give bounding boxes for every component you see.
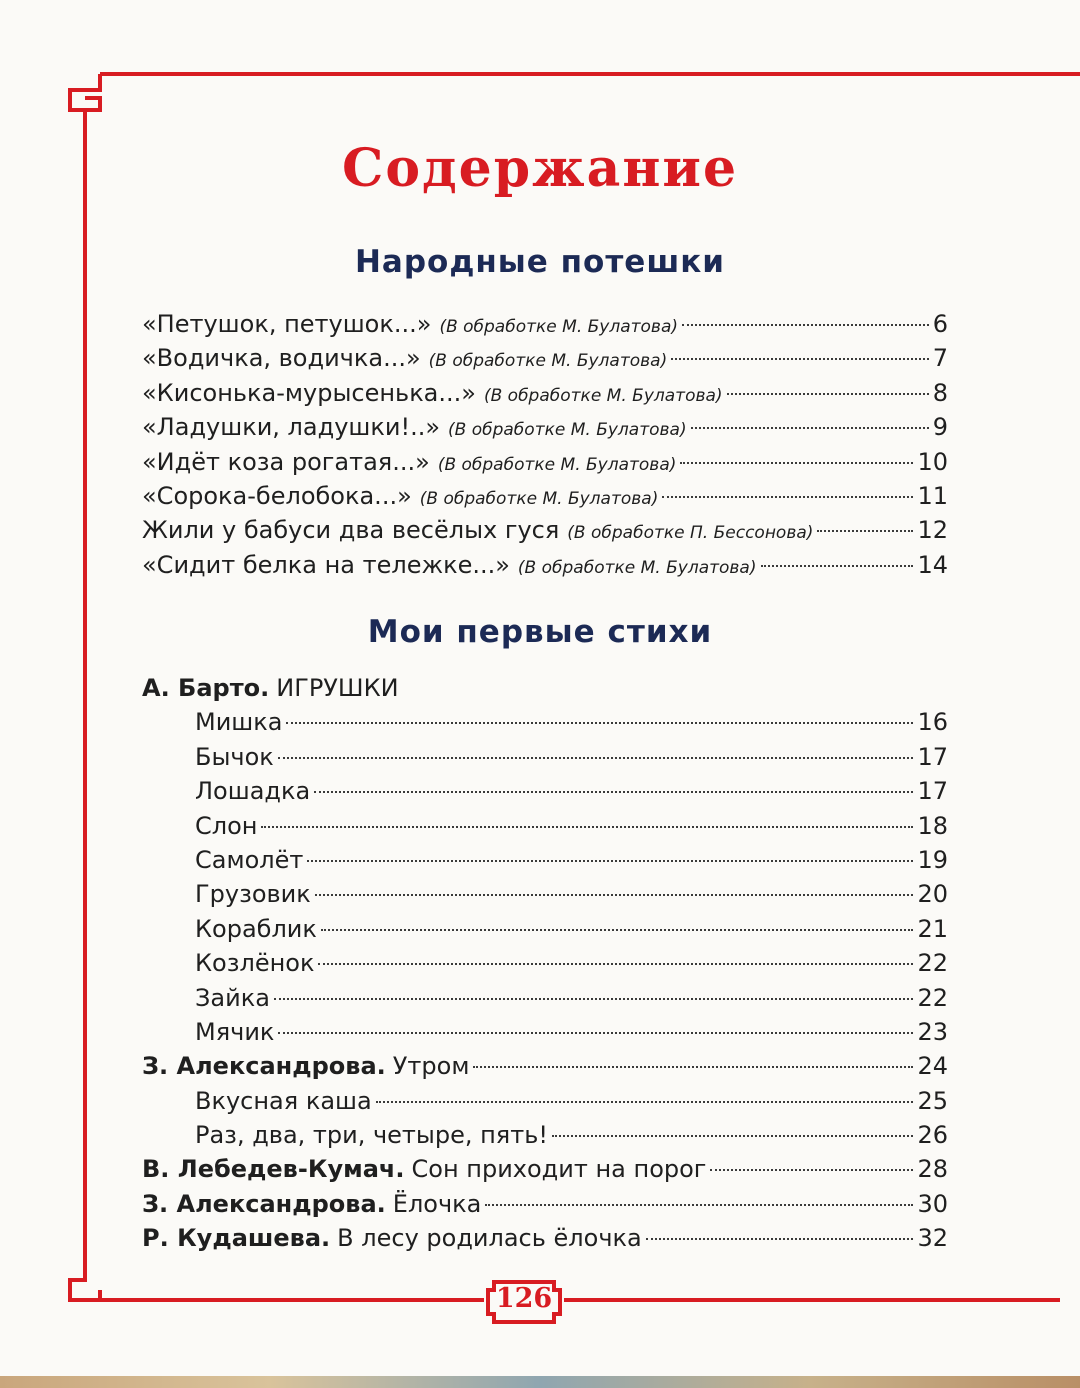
entry-note: (В обработке М. Булатова)	[439, 317, 679, 337]
entry-title: «Идёт коза рогатая...»	[142, 447, 430, 476]
toc-entry	[142, 1118, 948, 1152]
entry-page-number: 14	[917, 550, 948, 579]
entry-page-number: 7	[932, 344, 948, 373]
entry-title: Грузовик	[195, 880, 311, 909]
toc-entry	[142, 548, 948, 582]
dot-leader	[646, 1238, 914, 1240]
dot-leader	[278, 757, 914, 759]
entry-title: Мишка	[195, 708, 283, 737]
entry-page-number: 21	[917, 914, 948, 943]
author-name: Р. Кудашева.	[142, 1224, 331, 1253]
entry-note: (В обработке М. Булатова)	[517, 557, 757, 578]
entry-page-number: 25	[917, 1086, 948, 1115]
toc-entry	[142, 1049, 948, 1083]
entry-page-number: 16	[917, 708, 948, 737]
toc-entry	[142, 410, 948, 444]
entry-page-number: 30	[917, 1189, 948, 1218]
bottom-color-strip	[0, 1376, 1080, 1388]
entry-page-number: 17	[917, 742, 948, 771]
toc-entry	[142, 479, 948, 513]
dot-leader	[710, 1169, 913, 1171]
page-number: 126	[495, 1283, 553, 1314]
entry-note: (В обработке М. Булатова)	[483, 385, 723, 406]
toc-entry	[142, 809, 948, 843]
entry-title: «Кисонька-мурысенька...»	[142, 378, 476, 407]
toc-poems	[142, 671, 948, 1256]
entry-note: (В обработке М. Булатова)	[428, 351, 668, 372]
toc-entry	[142, 1152, 948, 1186]
entry-page-number: 10	[917, 447, 948, 476]
entry-page-number: 18	[917, 811, 948, 840]
entry-page-number: 23	[917, 1017, 948, 1046]
author-name: З. Александрова.	[142, 1052, 386, 1081]
entry-title: Утром	[392, 1052, 470, 1081]
toc-entry	[142, 740, 948, 774]
entry-page-number: 11	[917, 481, 948, 510]
dot-leader	[321, 929, 914, 931]
entry-title: Жили у бабуси два весёлых гуся	[142, 516, 560, 545]
toc-entry	[142, 981, 948, 1015]
dot-leader	[817, 530, 913, 532]
entry-title: Кораблик	[195, 914, 317, 943]
toc-entry	[142, 1015, 948, 1049]
entry-title: Лошадка	[195, 777, 311, 806]
author-name: З. Александрова.	[142, 1189, 386, 1218]
toc-entry	[142, 445, 948, 479]
entry-note: (В обработке М. Булатова)	[419, 488, 659, 509]
dot-leader	[307, 860, 913, 862]
dot-leader	[761, 565, 914, 567]
entry-title: Зайка	[195, 983, 270, 1012]
dot-leader	[318, 963, 913, 965]
entry-note: (В обработке М. Булатова)	[437, 454, 677, 475]
entry-title: Мячик	[195, 1017, 275, 1046]
entry-title: «Сидит белка на тележке...»	[142, 550, 510, 579]
dot-leader	[680, 462, 913, 464]
dot-leader	[315, 894, 914, 896]
entry-page-number: 26	[917, 1121, 948, 1150]
toc-folk	[142, 307, 948, 582]
dot-leader	[671, 358, 929, 360]
entry-page-number: 28	[917, 1155, 948, 1184]
entry-note: (В обработке П. Бессонова)	[567, 523, 814, 544]
group-title: ИГРУШКИ	[276, 674, 399, 702]
entry-page-number: 8	[932, 378, 948, 407]
toc-entry	[142, 307, 948, 341]
toc-entry	[142, 843, 948, 877]
toc-entry	[142, 1221, 948, 1255]
toc-entry	[142, 877, 948, 911]
entry-page-number: 12	[917, 516, 948, 545]
entry-title: Вкусная каша	[195, 1086, 372, 1115]
toc-entry	[142, 341, 948, 375]
entry-title: В лесу родилась ёлочка	[337, 1224, 642, 1253]
entry-title: Сон приходит на порог	[411, 1155, 707, 1184]
dot-leader	[485, 1204, 913, 1206]
entry-page-number: 17	[917, 777, 948, 806]
entry-page-number: 22	[917, 983, 948, 1012]
entry-note: (В обработке М. Булатова)	[448, 420, 687, 441]
dot-leader	[682, 324, 929, 326]
entry-title: Ёлочка	[392, 1189, 482, 1218]
page-title: Содержание	[341, 138, 739, 199]
toc-entry	[142, 513, 948, 547]
toc-entry	[142, 1187, 948, 1221]
toc-entry	[142, 912, 948, 946]
entry-page-number: 9	[932, 413, 948, 442]
toc-entry	[142, 946, 948, 980]
dot-leader	[278, 1032, 913, 1034]
entry-page-number: 20	[917, 880, 948, 909]
entry-title: «Водичка, водичка...»	[142, 344, 421, 373]
dot-leader	[473, 1066, 913, 1068]
section-heading-folk: Народные потешки	[354, 244, 726, 280]
entry-title: Бычок	[195, 742, 274, 771]
author-group-heading	[142, 671, 948, 705]
dot-leader	[727, 393, 929, 395]
entry-title: «Петушок, петушок...»	[142, 310, 432, 338]
entry-title: Слон	[195, 811, 258, 840]
entry-page-number: 22	[917, 949, 948, 978]
entry-title: «Сорока-белобока...»	[142, 481, 412, 510]
entry-title: Козлёнок	[195, 949, 315, 978]
dot-leader	[261, 826, 913, 828]
author-name: В. Лебедев-Кумач.	[142, 1155, 405, 1184]
entry-page-number: 24	[917, 1052, 948, 1081]
toc-entry	[142, 774, 948, 808]
toc-entry	[142, 705, 948, 739]
dot-leader	[376, 1101, 914, 1103]
toc-entry	[142, 1084, 948, 1118]
dot-leader	[552, 1135, 913, 1137]
toc-entry	[142, 376, 948, 410]
entry-page-number: 32	[917, 1224, 948, 1253]
dot-leader	[662, 496, 913, 498]
entry-page-number: 19	[917, 845, 948, 874]
dot-leader	[314, 791, 913, 793]
dot-leader	[286, 722, 913, 724]
dot-leader	[274, 998, 914, 1000]
entry-title: Самолёт	[195, 845, 304, 874]
entry-page-number: 6	[932, 310, 948, 338]
author-name: А. Барто.	[142, 674, 270, 702]
dot-leader	[691, 427, 929, 429]
entry-title: «Ладушки, ладушки!..»	[142, 413, 441, 442]
entry-title: Раз, два, три, четыре, пять!	[195, 1121, 548, 1150]
section-heading-poems: Мои первые стихи	[367, 614, 713, 650]
